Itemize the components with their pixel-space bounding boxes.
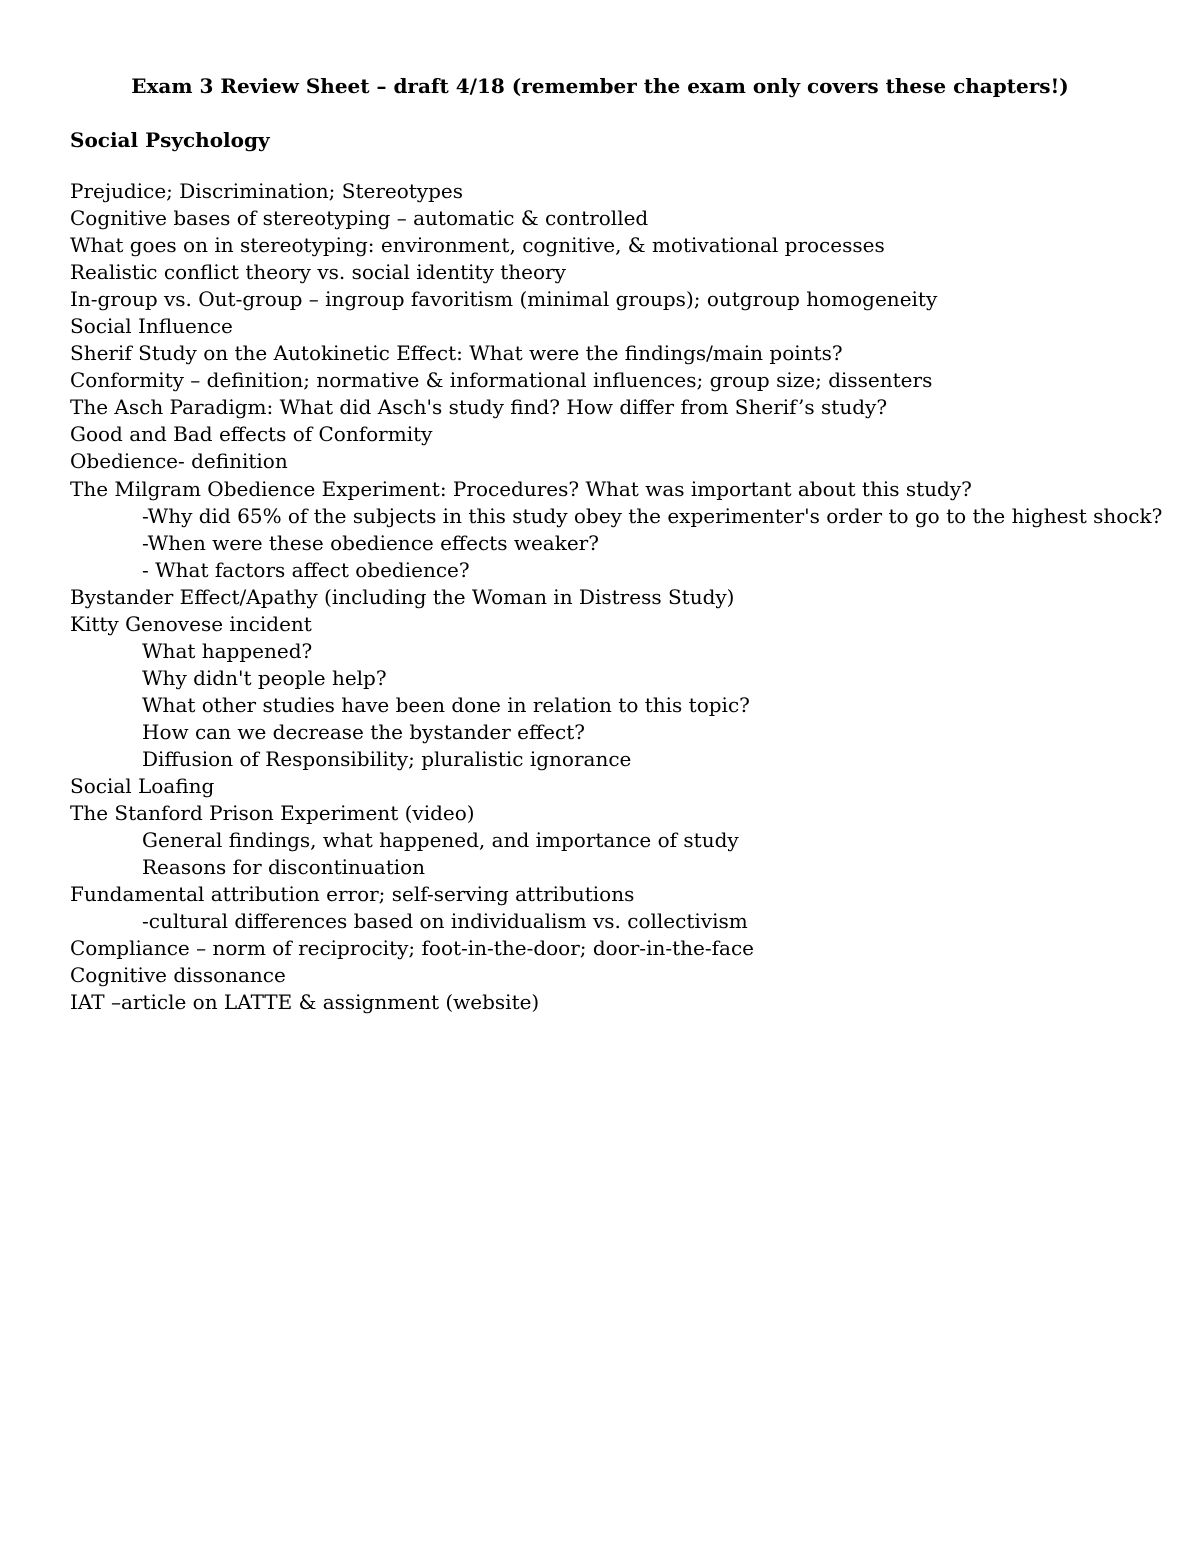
review-subtopic-line: -Why did 65% of the subjects in this study obey the experimenter's order to go to the highest shock? — [142, 503, 1163, 528]
review-topic-line: The Milgram Obedience Experiment: Procedures? What was important about this study? — [70, 476, 972, 501]
review-topic-line: Kitty Genovese incident — [70, 611, 312, 636]
section-heading: Social Psychology — [70, 128, 270, 152]
review-topic-line: Realistic conflict theory vs. social identity theory — [70, 260, 566, 285]
review-topic-line: In-group vs. Out-group – ingroup favoritism (minimal groups); outgroup homogeneity — [70, 287, 938, 312]
document-title: Exam 3 Review Sheet – draft 4/18 (remember the exam only covers these chapters!) — [131, 74, 1069, 98]
review-subtopic-line: Diffusion of Responsibility; pluralistic ignorance — [142, 746, 632, 771]
review-subtopic-line: -cultural differences based on individualism vs. collectivism — [142, 909, 748, 934]
review-subtopic-line: What other studies have been done in relation to this topic? — [142, 692, 750, 717]
review-topic-line: Sherif Study on the Autokinetic Effect: What were the findings/main points? — [70, 341, 843, 366]
review-topic-line: Compliance – norm of reciprocity; foot-in-the-door; door-in-the-face — [70, 936, 754, 961]
review-topic-line: What goes on in stereotyping: environment, cognitive, & motivational processes — [70, 233, 885, 258]
review-subtopic-line: What happened? — [142, 638, 313, 663]
review-topic-line: Cognitive bases of stereotyping – automatic & controlled — [70, 206, 649, 231]
review-topic-list — [70, 178, 1180, 1016]
review-topic-line: Good and Bad effects of Conformity — [70, 422, 433, 447]
review-topic-line: Social Loafing — [70, 774, 215, 799]
review-topic-line: Fundamental attribution error; self-serving attributions — [70, 882, 635, 907]
review-subtopic-line: - What factors affect obedience? — [142, 557, 470, 582]
review-topic-line: Bystander Effect/Apathy (including the Woman in Distress Study) — [70, 584, 735, 609]
review-subtopic-line: Why didn't people help? — [142, 665, 387, 690]
review-topic-line: Obedience- definition — [70, 449, 288, 474]
review-topic-line: The Asch Paradigm: What did Asch's study find? How differ from Sherif’s study? — [70, 395, 888, 420]
review-topic-line: Social Influence — [70, 314, 233, 339]
review-topic-line: Cognitive dissonance — [70, 963, 286, 988]
review-subtopic-line: Reasons for discontinuation — [142, 855, 426, 880]
review-topic-line: Prejudice; Discrimination; Stereotypes — [70, 179, 463, 203]
review-topic-line: IAT –article on LATTE & assignment (website) — [70, 990, 540, 1015]
review-subtopic-line: -When were these obedience effects weaker? — [142, 530, 599, 555]
review-subtopic-line: General findings, what happened, and importance of study — [142, 828, 739, 853]
review-topic-line: Conformity – definition; normative & informational influences; group size; dissenters — [70, 368, 933, 393]
review-subtopic-line: How can we decrease the bystander effect? — [142, 719, 585, 744]
review-topic-line: The Stanford Prison Experiment (video) — [70, 801, 475, 826]
